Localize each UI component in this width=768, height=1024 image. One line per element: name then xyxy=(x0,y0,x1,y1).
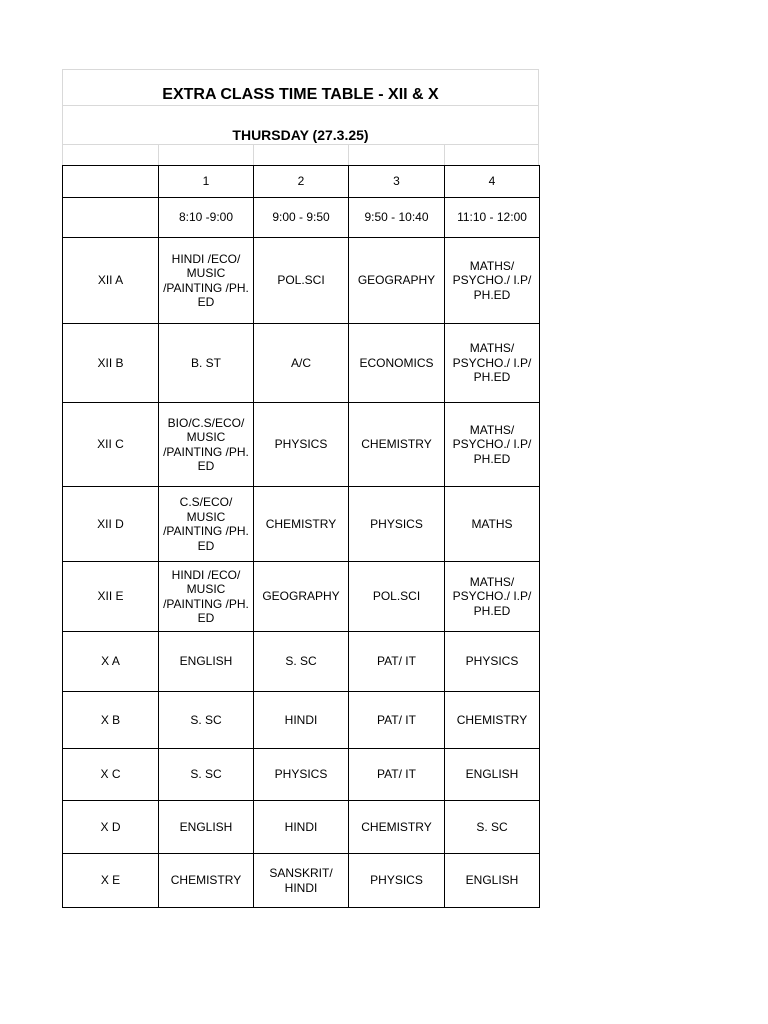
spacer-cell xyxy=(62,145,158,165)
subject-cell: PHYSICS xyxy=(254,749,349,801)
period-number: 2 xyxy=(254,166,349,198)
subject-cell: CHEMISTRY xyxy=(159,854,254,908)
subject-cell: MATHS/ PSYCHO./ I.P/ PH.ED xyxy=(445,562,540,632)
subject-cell: GEOGRAPHY xyxy=(254,562,349,632)
period-time: 8:10 -9:00 xyxy=(159,198,254,238)
day-row xyxy=(62,105,539,145)
subject-cell: CHEMISTRY xyxy=(349,403,445,487)
class-name: XII D xyxy=(63,487,159,562)
subject-cell: B. ST xyxy=(159,324,254,403)
subject-cell: ENGLISH xyxy=(445,854,540,908)
corner-cell xyxy=(63,166,159,198)
title-row xyxy=(62,69,539,105)
table-row xyxy=(63,801,540,854)
table-row xyxy=(63,749,540,801)
subject-cell: ECONOMICS xyxy=(349,324,445,403)
subject-cell: PHYSICS xyxy=(349,487,445,562)
table-row xyxy=(63,238,540,324)
class-name: X B xyxy=(63,692,159,749)
subject-cell: GEOGRAPHY xyxy=(349,238,445,324)
subject-cell: BIO/C.S/ECO/ MUSIC /PAINTING /PH. ED xyxy=(159,403,254,487)
table-row xyxy=(63,562,540,632)
class-name: XII C xyxy=(63,403,159,487)
subject-cell: PAT/ IT xyxy=(349,692,445,749)
subject-cell: POL.SCI xyxy=(349,562,445,632)
subject-cell: HINDI xyxy=(254,801,349,854)
subject-cell: PHYSICS xyxy=(445,632,540,692)
subject-cell: MATHS/ PSYCHO./ I.P/ PH.ED xyxy=(445,324,540,403)
table-row xyxy=(63,487,540,562)
day-heading: THURSDAY (27.3.25) xyxy=(232,127,369,143)
subject-cell: HINDI /ECO/ MUSIC /PAINTING /PH. ED xyxy=(159,562,254,632)
spacer-cell xyxy=(158,145,253,165)
subject-cell: POL.SCI xyxy=(254,238,349,324)
subject-cell: MATHS/ PSYCHO./ I.P/ PH.ED xyxy=(445,238,540,324)
class-name: X A xyxy=(63,632,159,692)
subject-cell: PHYSICS xyxy=(349,854,445,908)
subject-cell: A/C xyxy=(254,324,349,403)
subject-cell: PAT/ IT xyxy=(349,632,445,692)
document-title: EXTRA CLASS TIME TABLE - XII & X xyxy=(162,86,439,103)
subject-cell: ENGLISH xyxy=(159,632,254,692)
period-time: 9:50 - 10:40 xyxy=(349,198,445,238)
timetable-sheet xyxy=(62,69,539,908)
table-row xyxy=(63,692,540,749)
subject-cell: CHEMISTRY xyxy=(254,487,349,562)
subject-cell: HINDI /ECO/ MUSIC /PAINTING /PH. ED xyxy=(159,238,254,324)
subject-cell: HINDI xyxy=(254,692,349,749)
corner-cell xyxy=(63,198,159,238)
timetable xyxy=(62,165,540,908)
class-name: XII A xyxy=(63,238,159,324)
time-header-row xyxy=(63,198,540,238)
subject-cell: MATHS/ PSYCHO./ I.P/ PH.ED xyxy=(445,403,540,487)
class-name: XII E xyxy=(63,562,159,632)
period-time: 11:10 - 12:00 xyxy=(445,198,540,238)
subject-cell: S. SC xyxy=(445,801,540,854)
subject-cell: ENGLISH xyxy=(159,801,254,854)
class-name: XII B xyxy=(63,324,159,403)
period-number: 4 xyxy=(445,166,540,198)
period-number: 3 xyxy=(349,166,445,198)
subject-cell: S. SC xyxy=(254,632,349,692)
spacer-cell xyxy=(253,145,348,165)
period-header-row xyxy=(63,166,540,198)
subject-cell: CHEMISTRY xyxy=(445,692,540,749)
table-row xyxy=(63,324,540,403)
spacer-cell xyxy=(348,145,444,165)
subject-cell: S. SC xyxy=(159,749,254,801)
period-time: 9:00 - 9:50 xyxy=(254,198,349,238)
subject-cell: PHYSICS xyxy=(254,403,349,487)
table-row xyxy=(63,854,540,908)
class-name: X C xyxy=(63,749,159,801)
subject-cell: C.S/ECO/ MUSIC /PAINTING /PH. ED xyxy=(159,487,254,562)
subject-cell: MATHS xyxy=(445,487,540,562)
class-name: X D xyxy=(63,801,159,854)
period-number: 1 xyxy=(159,166,254,198)
subject-cell: SANSKRIT/ HINDI xyxy=(254,854,349,908)
class-name: X E xyxy=(63,854,159,908)
subject-cell: ENGLISH xyxy=(445,749,540,801)
subject-cell: S. SC xyxy=(159,692,254,749)
spacer-row xyxy=(62,145,539,165)
subject-cell: CHEMISTRY xyxy=(349,801,445,854)
table-row xyxy=(63,403,540,487)
subject-cell: PAT/ IT xyxy=(349,749,445,801)
table-row xyxy=(63,632,540,692)
spacer-cell xyxy=(444,145,539,165)
